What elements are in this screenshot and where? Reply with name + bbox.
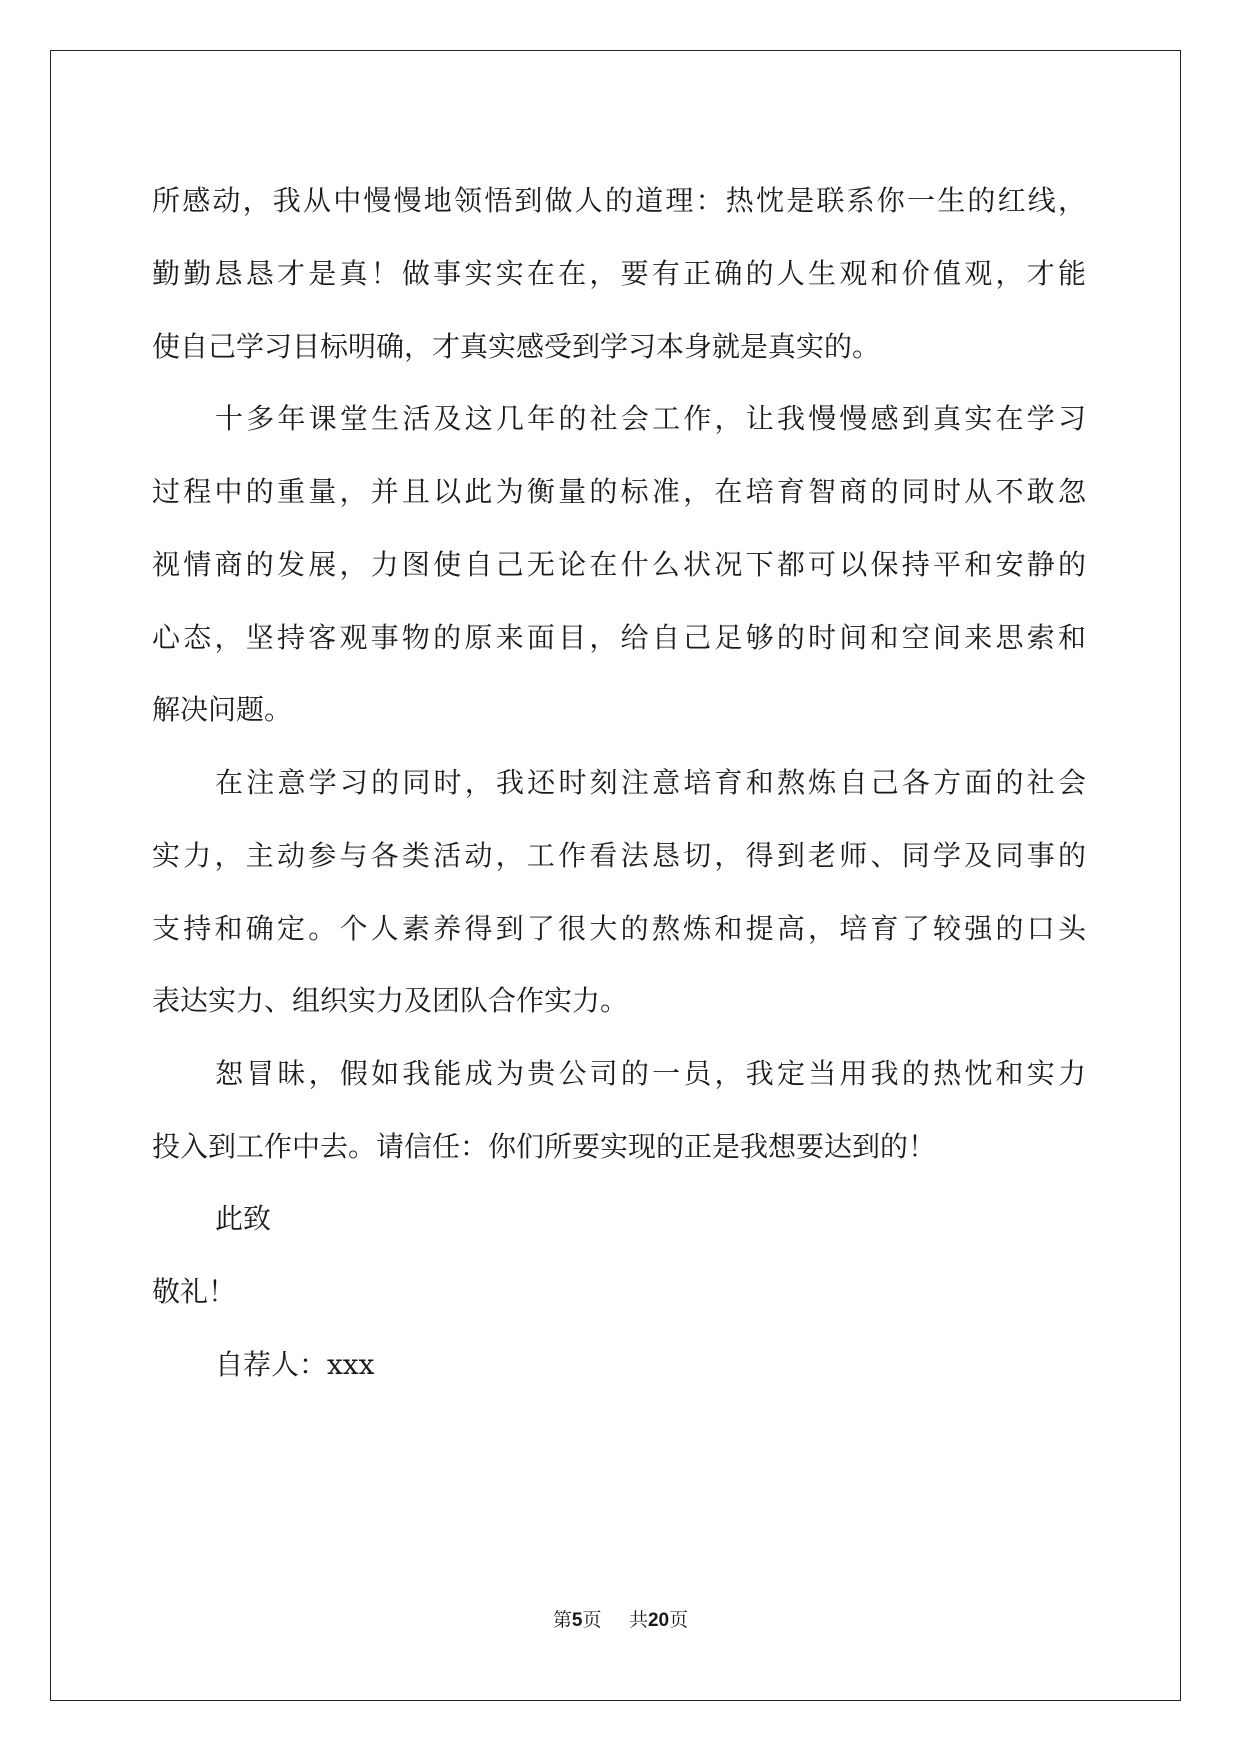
text-line: 十多年课堂生活及这几年的社会工作，让我慢慢感到真实在学习 bbox=[215, 402, 1086, 435]
text-line: 视情商的发展，力图使自己无论在什么状况下都可以保持平和安静的 bbox=[152, 548, 1086, 581]
text-line: 在注意学习的同时，我还时刻注意培育和熬炼自己各方面的社会 bbox=[215, 766, 1086, 799]
text-line: 解决问题。 bbox=[152, 693, 293, 726]
total-suffix: 页 bbox=[669, 1610, 689, 1631]
current-page-number: 5 bbox=[571, 1610, 583, 1631]
text-line: 恕冒昧，假如我能成为贵公司的一员，我定当用我的热忱和实力 bbox=[215, 1057, 1086, 1090]
text-line: 过程中的重量，并且以此为衡量的标准，在培育智商的同时从不敢忽 bbox=[152, 475, 1086, 508]
total-prefix: 共 bbox=[628, 1610, 648, 1631]
total-page-number: 20 bbox=[647, 1610, 670, 1631]
text-line: 支持和确定。个人素养得到了很大的熬炼和提高，培育了较强的口头 bbox=[152, 912, 1086, 945]
text-line: 心态，坚持客观事物的原来面目，给自己足够的时间和空间来思索和 bbox=[152, 621, 1086, 654]
text-line: 表达实力、组织实力及团队合作实力。 bbox=[152, 984, 629, 1017]
page-total-label bbox=[624, 1610, 688, 1631]
text-line: 投入到工作中去。请信任：你们所要实现的正是我想要达到的！ bbox=[152, 1130, 937, 1163]
text-line: 勤勤恳恳才是真！做事实实在在，要有正确的人生观和价值观，才能 bbox=[152, 257, 1086, 290]
page-number-label bbox=[553, 1610, 606, 1631]
page-footer bbox=[0, 1609, 1241, 1633]
page-suffix: 页 bbox=[582, 1610, 602, 1631]
page-prefix: 第 bbox=[552, 1610, 572, 1631]
text-line: 使自己学习目标明确，才真实感受到学习本身就是真实的。 bbox=[152, 330, 881, 363]
closing-text: 此致 bbox=[215, 1202, 272, 1235]
signature: 自荐人：xxx bbox=[215, 1348, 375, 1381]
text-line: 实力，主动参与各类活动，工作看法恳切，得到老师、同学及同事的 bbox=[152, 839, 1086, 872]
salute-text: 敬礼！ bbox=[152, 1275, 237, 1308]
text-line: 所感动，我从中慢慢地领悟到做人的道理：热忱是联系你一生的红线， bbox=[152, 184, 1086, 217]
